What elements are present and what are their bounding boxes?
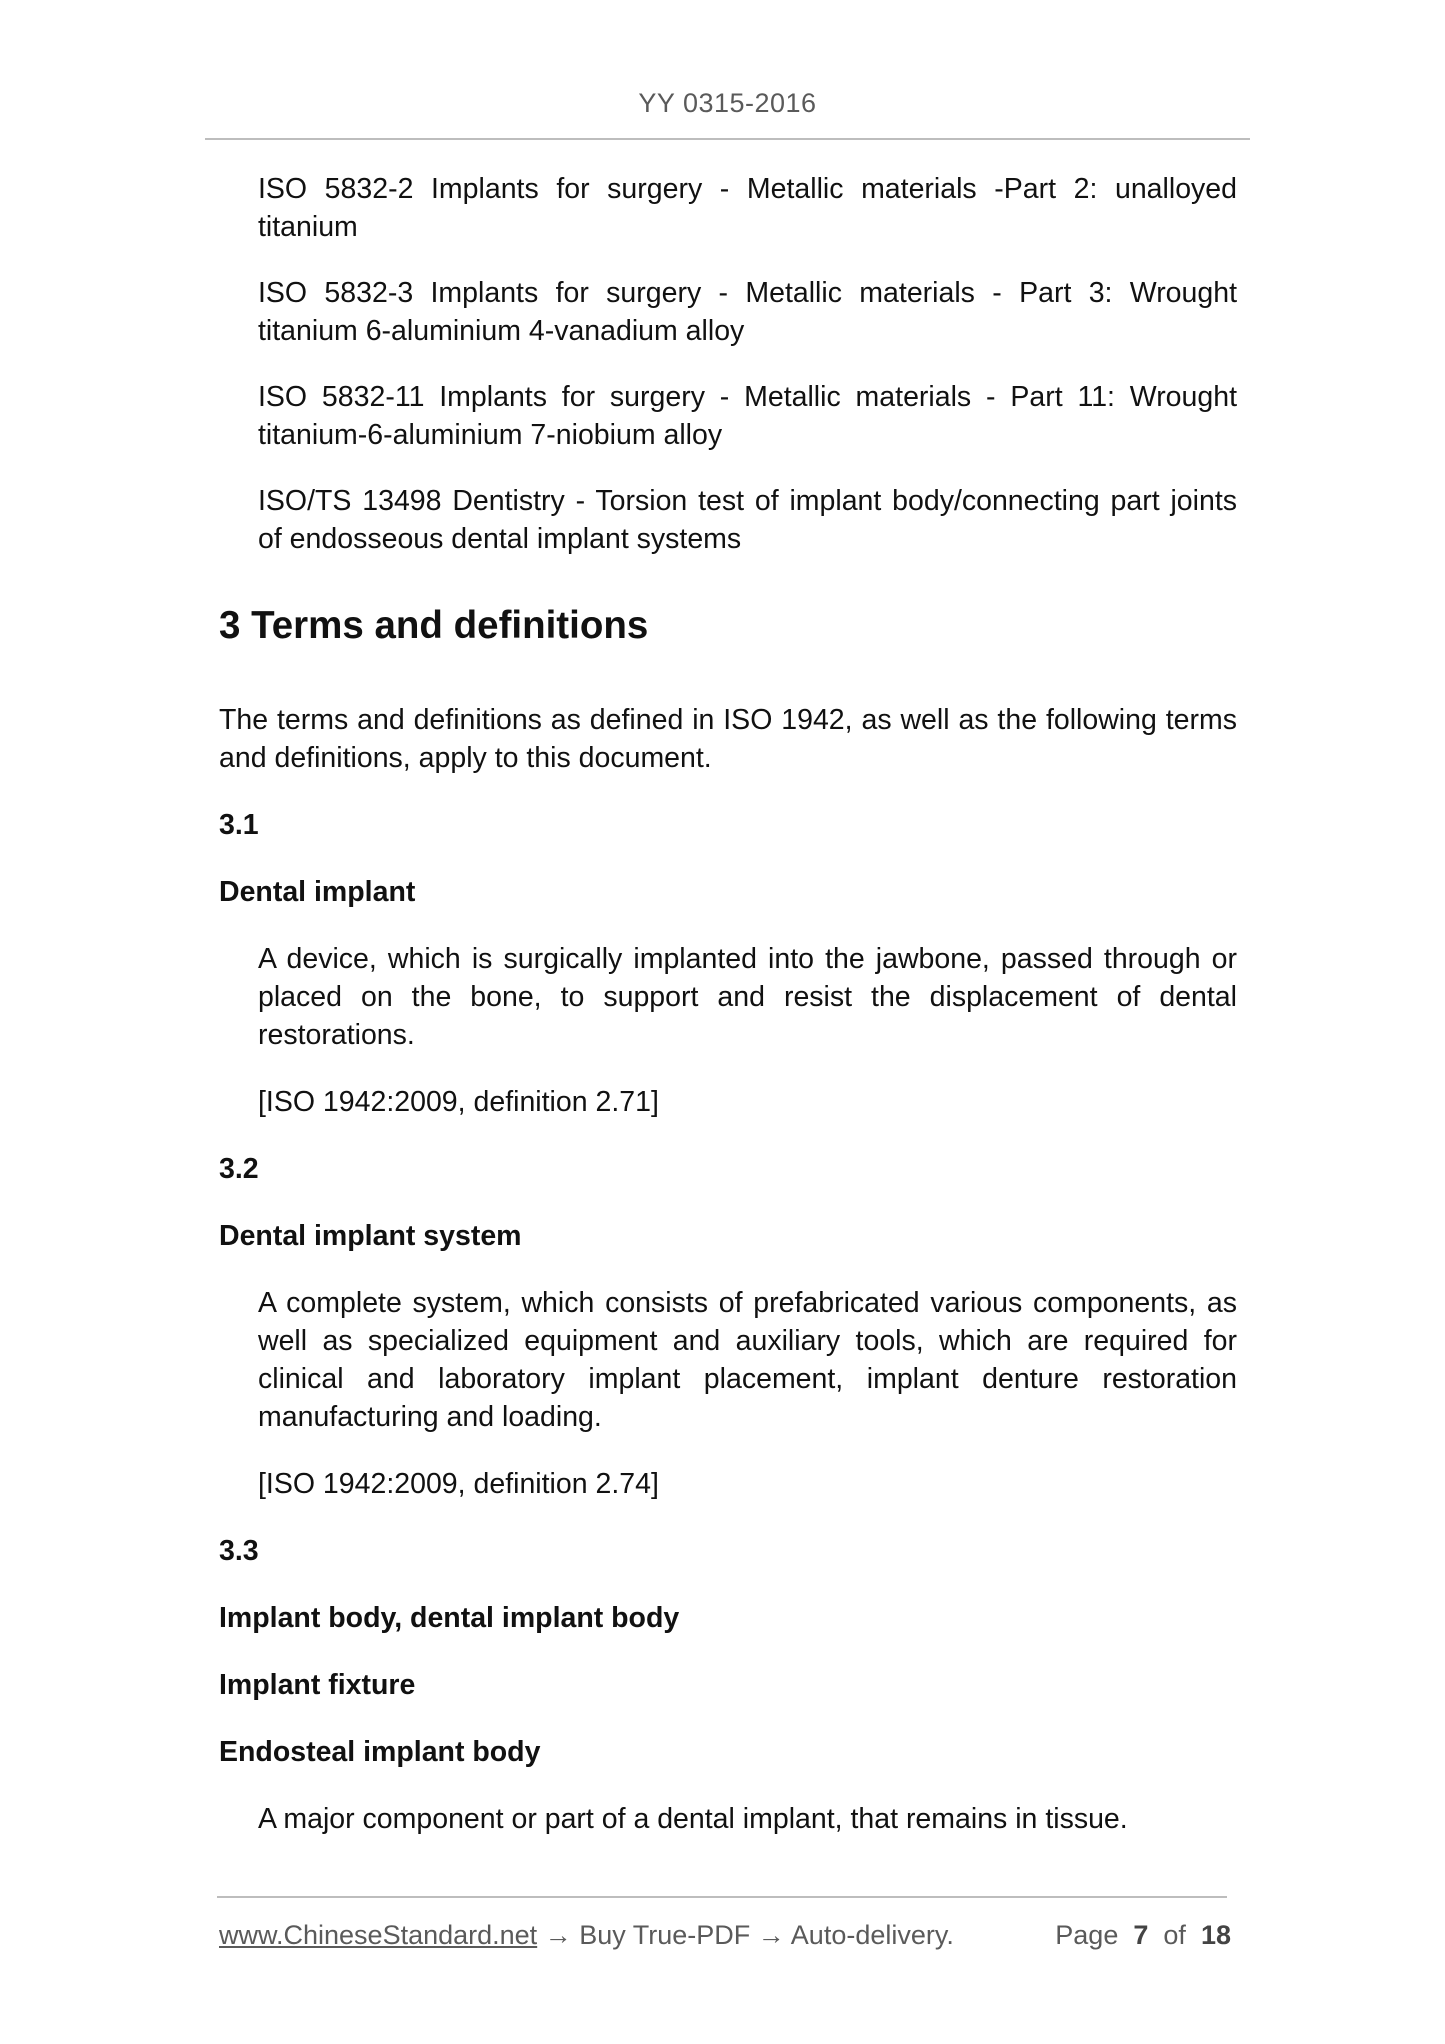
reference-item: ISO 5832-11 Implants for surgery - Metallic materials - Part 11: Wrought titanium-6-aluminium 7-niobium alloy	[258, 381, 1237, 451]
auto-delivery-text: Auto-delivery.	[790, 1920, 954, 1950]
section-title: 3 Terms and definitions	[219, 604, 649, 647]
term-definition: A complete system, which consists of prefabricated various components, as well as specialized equipment and auxiliary tools, which are required for clinical and laboratory implant placement, implant denture restoration manufacturing and loading.	[258, 1287, 1237, 1433]
page-indicator	[1055, 1920, 1231, 1951]
of-label: of	[1163, 1920, 1186, 1950]
arrow-right-icon: →	[757, 1920, 785, 1950]
clause-3-1	[219, 806, 1237, 1121]
page-current: 7	[1133, 1920, 1149, 1950]
arrow-right-icon: →	[544, 1920, 572, 1950]
website-link[interactable]: www.ChineseStandard.net	[219, 1920, 538, 1950]
term-name: Dental implant	[219, 876, 416, 908]
clause-number: 3.1	[219, 809, 259, 841]
footer-divider	[217, 1896, 1227, 1898]
clause-3-3	[219, 1532, 1237, 1838]
footer-promo	[219, 1920, 954, 1951]
term-definition: A major component or part of a dental implant, that remains in tissue.	[258, 1803, 1128, 1835]
normative-references-list	[219, 170, 1237, 558]
term-source: [ISO 1942:2009, definition 2.71]	[258, 1086, 659, 1118]
page-total: 18	[1200, 1920, 1231, 1950]
header-divider	[205, 138, 1250, 140]
clause-number: 3.2	[219, 1153, 259, 1185]
term-definition: A device, which is surgically implanted into the jawbone, passed through or placed on the bone, to support and resist the displacement of dental restorations.	[258, 943, 1237, 1051]
term-source: [ISO 1942:2009, definition 2.74]	[258, 1468, 659, 1500]
term-name: Dental implant system	[219, 1220, 522, 1252]
reference-item: ISO 5832-2 Implants for surgery - Metallic materials -Part 2: unalloyed titanium	[258, 173, 1237, 243]
term-synonym: Implant fixture	[219, 1669, 416, 1701]
section-intro: The terms and definitions as defined in ISO 1942, as well as the following terms and definitions, apply to this document.	[219, 704, 1237, 774]
buy-true-pdf-text: Buy True-PDF	[579, 1920, 751, 1950]
page-label: Page	[1055, 1920, 1119, 1950]
term-name: Implant body, dental implant body	[219, 1602, 680, 1634]
reference-item: ISO/TS 13498 Dentistry - Torsion test of implant body/connecting part joints of endosseous dental implant systems	[258, 485, 1237, 555]
clause-number: 3.3	[219, 1535, 259, 1567]
document-body	[219, 170, 1237, 1867]
clause-3-2	[219, 1150, 1237, 1503]
document-header: YY 0315-2016	[638, 88, 817, 118]
term-synonym: Endosteal implant body	[219, 1736, 541, 1768]
reference-item: ISO 5832-3 Implants for surgery - Metallic materials - Part 3: Wrought titanium 6-aluminium 4-vanadium alloy	[258, 277, 1237, 347]
